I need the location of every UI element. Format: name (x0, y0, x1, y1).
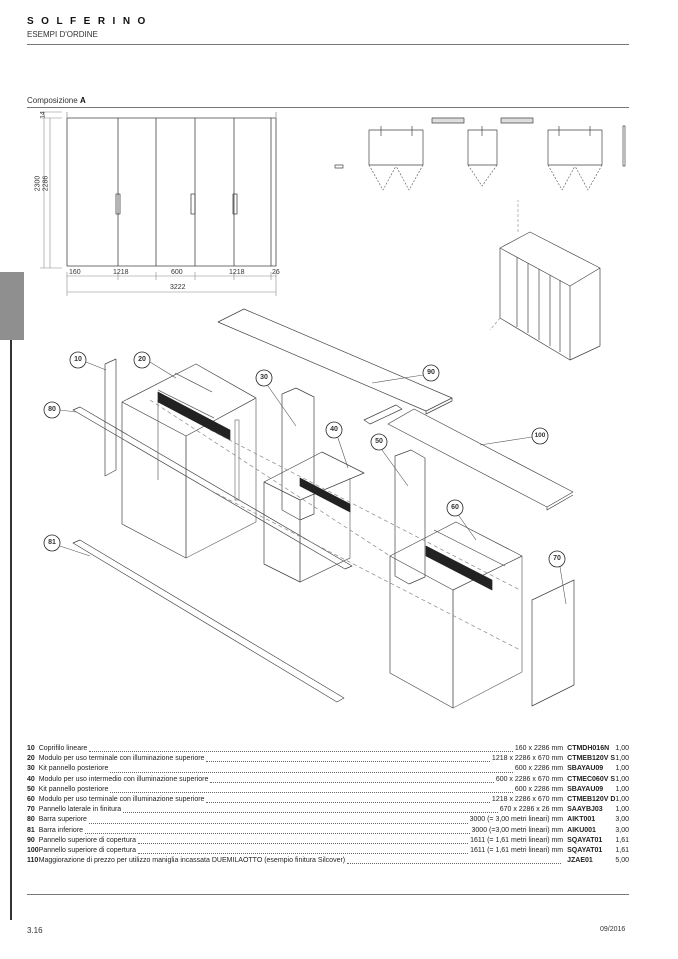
part-description: Barra inferiore (38, 826, 84, 834)
part-description-cell (39, 846, 563, 856)
callout-80: 80 (48, 406, 56, 413)
callout-70: 70 (553, 555, 561, 562)
height-inner-label: 2286 (42, 175, 50, 192)
exploded-view (73, 309, 574, 708)
table-divider (27, 894, 629, 895)
part-reference: CTMEB120V S (567, 755, 615, 763)
part-row (27, 795, 629, 805)
part-row (27, 775, 629, 785)
dot-leader (123, 811, 498, 813)
callout-40: 40 (330, 426, 338, 433)
dot-leader (85, 832, 469, 834)
part-description-cell (39, 744, 563, 754)
part-code: 10 (27, 745, 35, 752)
callout-90: 90 (427, 369, 435, 376)
part-size: 600 x 2286 mm (514, 765, 564, 773)
part-quantity: 3,00 (615, 826, 629, 834)
part-row (27, 846, 629, 856)
page-number: 3.16 (27, 926, 43, 935)
part-row (27, 815, 629, 825)
part-description: Barra superiore (38, 816, 87, 824)
callout-50: 50 (375, 438, 383, 445)
callout-100: 100 (534, 432, 546, 439)
part-row (27, 744, 629, 754)
part-description-cell (39, 805, 563, 815)
part-row (27, 826, 629, 836)
part-description: Modulo per uso terminale con illuminazione superiore (38, 755, 205, 763)
part-quantity: 1,00 (615, 775, 629, 783)
height-total-label: 2300 (34, 175, 42, 192)
dot-leader (210, 781, 493, 783)
composition-label: Composizione (27, 96, 78, 105)
print-date: 09/2016 (600, 926, 626, 933)
part-description-cell (39, 764, 563, 774)
total-width-label: 3222 (170, 284, 186, 291)
front-elevation (67, 112, 276, 266)
part-description: Coprifilo lineare (38, 745, 88, 752)
part-code: 70 (27, 806, 35, 814)
part-description: Kit pannello posteriore (38, 785, 109, 793)
part-description: Modulo per uso terminale con illuminazione superiore (38, 796, 205, 804)
part-size: 3000 (=3,00 metri lineari) mm (471, 826, 564, 834)
dot-leader (89, 822, 468, 824)
composition-letter: A (79, 96, 86, 105)
part-row (27, 836, 629, 846)
dot-leader (110, 771, 513, 773)
parts-table (27, 744, 629, 866)
part-reference: SAAYBJ03 (567, 806, 603, 814)
part-size: 3000 (= 3,00 metri lineari) mm (469, 816, 564, 824)
part-description: Kit pannello posteriore (38, 765, 109, 773)
part-quantity: 1,00 (615, 765, 629, 773)
part-code: 100 (27, 847, 39, 855)
part-code: 30 (27, 765, 35, 773)
part-reference: AIKU001 (567, 826, 596, 834)
part-size: 670 x 2286 x 26 mm (499, 806, 564, 814)
part-size: 1611 (= 1,61 metri lineari) mm (470, 847, 564, 855)
dot-leader (138, 852, 468, 854)
part-reference: CTMEB120V D (567, 796, 616, 804)
part-row (27, 754, 629, 764)
dot-leader (206, 801, 489, 803)
part-quantity: 3,00 (615, 816, 629, 824)
part-code: 110 (27, 857, 39, 865)
part-quantity: 1,00 (615, 745, 629, 752)
part-description-cell (39, 826, 563, 836)
dot-leader (89, 750, 513, 752)
part-size: 600 x 2286 x 670 mm (495, 775, 564, 783)
part-quantity: 1,00 (615, 796, 629, 804)
dot-leader (206, 760, 489, 762)
part-reference: AIKT001 (567, 816, 596, 824)
part-code: 80 (27, 816, 35, 824)
part-code: 90 (27, 836, 35, 844)
callout-30: 30 (260, 374, 268, 381)
part-code: 20 (27, 755, 35, 763)
part-description: Pannello laterale in finitura (38, 806, 122, 814)
part-quantity: 1,00 (615, 806, 629, 814)
part-description: Maggiorazione di prezzo per utilizzo maniglia incassata DUEMILAOTTO (esempio finitura Silcover) (38, 857, 346, 865)
part-size: 160 x 2286 mm (514, 745, 564, 752)
width-label-1: 160 (69, 269, 81, 276)
width-label-4: 1218 (229, 269, 245, 276)
width-label-5: 26 (272, 269, 280, 276)
callout-60: 60 (451, 504, 459, 511)
part-size: 1218 x 2286 x 670 mm (491, 796, 564, 804)
part-row (27, 805, 629, 815)
top-gap-label: 14 (40, 111, 47, 119)
part-quantity: 1,00 (615, 785, 629, 793)
part-description-cell (39, 856, 563, 866)
part-reference: SQAYAT01 (567, 847, 603, 855)
part-code: 50 (27, 785, 35, 793)
part-description-cell (39, 785, 563, 795)
part-reference: SBAYAU09 (567, 785, 604, 793)
part-reference: SQAYAT01 (567, 836, 603, 844)
part-size: 1218 x 2286 x 670 mm (491, 755, 564, 763)
part-code: 40 (27, 775, 35, 783)
part-reference: CTMEC060V S (567, 775, 615, 783)
part-description-cell (39, 836, 563, 846)
part-description: Pannello superiore di copertura (38, 836, 136, 844)
part-quantity: 1,61 (615, 847, 629, 855)
part-size: 600 x 2286 mm (514, 785, 564, 793)
part-quantity: 1,00 (615, 755, 629, 763)
dot-leader (347, 862, 561, 864)
part-quantity: 1,61 (615, 836, 629, 844)
part-description-cell (39, 795, 563, 805)
part-code: 60 (27, 796, 35, 804)
part-code: 81 (27, 826, 35, 834)
part-reference: CTMDH016N (567, 745, 610, 752)
part-reference: JZAE01 (567, 857, 593, 865)
width-label-3: 600 (171, 269, 183, 276)
wardrobe-perspective (490, 200, 600, 360)
part-row (27, 764, 629, 774)
part-description: Pannello superiore di copertura (38, 847, 136, 855)
dot-leader (138, 842, 468, 844)
callout-10: 10 (74, 356, 82, 363)
part-size: 1611 (= 1,61 metri lineari) mm (470, 836, 564, 844)
part-reference: SBAYAU09 (567, 765, 604, 773)
part-quantity: 5,00 (615, 857, 629, 865)
callout-81: 81 (48, 539, 56, 546)
brand-title: SOLFERINO (27, 16, 153, 27)
page-subtitle: ESEMPI D'ORDINE (27, 30, 98, 39)
width-label-2: 1218 (113, 269, 129, 276)
dot-leader (110, 791, 513, 793)
part-description: Modulo per uso intermedio con illuminazione superiore (38, 775, 209, 783)
callout-20: 20 (138, 356, 146, 363)
plan-views (335, 118, 625, 190)
part-description-cell (39, 754, 563, 764)
part-row (27, 856, 629, 866)
part-description-cell (39, 815, 563, 825)
part-description-cell (39, 775, 563, 785)
part-row (27, 785, 629, 795)
